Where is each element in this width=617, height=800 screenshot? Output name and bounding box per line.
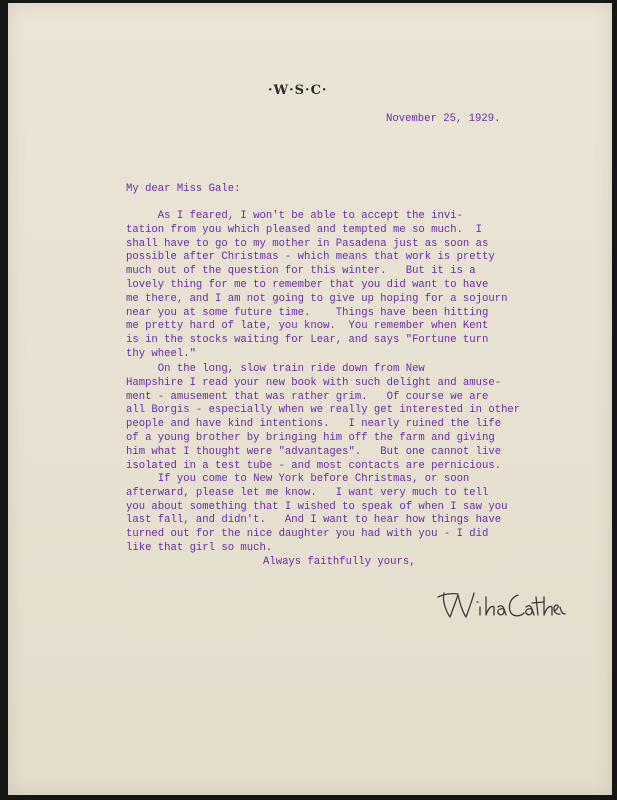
text-line: afterward, please let me know. I want very much to tell <box>126 486 489 499</box>
paragraph-1 <box>126 210 507 362</box>
text-line: ment - amusement that was rather grim. Of course we are <box>126 390 489 403</box>
text-line: possible after Christmas - which means that work is pretty <box>126 251 495 264</box>
text-line: On the long, slow train ride down from New <box>126 363 425 375</box>
text-line: much out of the question for this winter. But it is a <box>126 265 476 278</box>
text-line: like that girl so much. <box>126 541 273 554</box>
text-line: tation from you which pleased and tempted me so much. I <box>126 223 483 236</box>
text-line: last fall, and didn't. And I want to hear how things have <box>126 514 502 527</box>
signature-text <box>436 595 562 596</box>
text-line: shall have to go to my mother in Pasadena just as soon as <box>126 237 489 250</box>
text-line: is in the stocks waiting for Lear, and says "Fortune turn <box>126 334 489 347</box>
text-line: me pretty hard of late, you know. You remember when Kent <box>126 320 489 333</box>
letterhead-monogram: ·W·S·C· <box>268 83 328 98</box>
text-line: lovely thing for me to remember that you did want to have <box>126 278 489 291</box>
signature-image <box>436 587 566 627</box>
letter-date: November 25, 1929. <box>386 113 501 125</box>
text-line: As I feared, I won't be able to accept the invi- <box>126 210 463 222</box>
text-line: all Borgis - especially when we really get interested in other <box>126 404 521 417</box>
paragraph-3 <box>126 473 507 556</box>
text-line: If you come to New York before Christmas, or soon <box>126 473 470 485</box>
text-line: near you at some future time. Things have been hitting <box>126 306 489 319</box>
text-line: Hampshire I read your new book with such delight and amuse- <box>126 376 502 389</box>
text-line: turned out for the nice daughter you had with you - I did <box>126 528 489 541</box>
text-line: thy wheel." <box>126 347 196 360</box>
text-line: me there, and I am not going to give up hoping for a sojourn <box>126 292 508 305</box>
paragraph-2 <box>126 363 520 473</box>
text-line: him what I thought were "advantages". But one cannot live <box>126 445 502 458</box>
salutation: My dear Miss Gale: <box>126 183 241 195</box>
letter-page <box>8 3 612 795</box>
text-line: isolated in a test tube - and most contacts are pernicious. <box>126 459 502 472</box>
text-line: people and have kind intentions. I nearly ruined the life <box>126 418 502 431</box>
closing: Always faithfully yours, <box>263 556 416 568</box>
text-line: of a young brother by bringing him off the farm and giving <box>126 431 495 444</box>
text-line: you about something that I wished to speak of when I saw you <box>126 500 508 513</box>
